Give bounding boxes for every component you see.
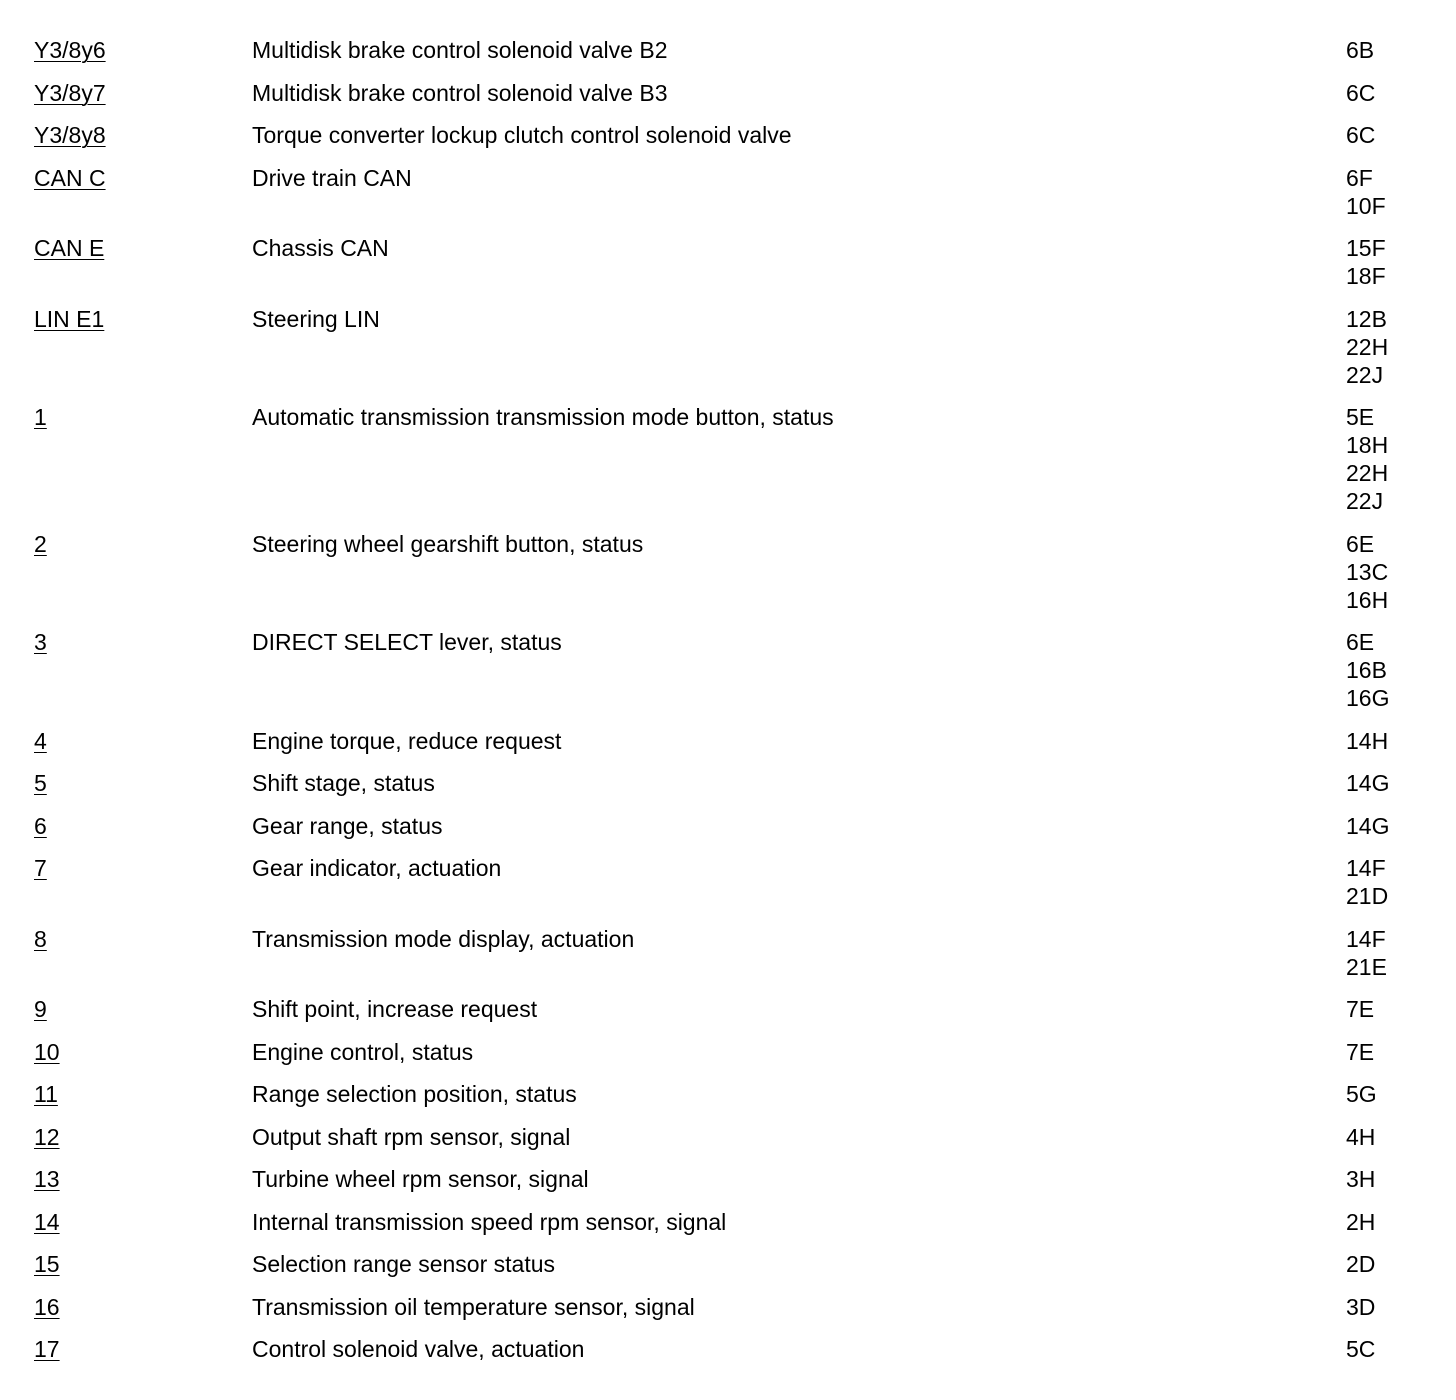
legend-description: Automatic transmission transmission mode button, status [252,404,834,430]
grid-reference: 6F [1346,164,1373,191]
legend-description: Gear indicator, actuation [252,855,502,881]
legend-code-link[interactable]: Y3/8y6 [34,37,106,63]
grid-reference: 18F [1346,263,1386,289]
legend-description: Turbine wheel rpm sensor, signal [252,1166,589,1192]
legend-description: Transmission oil temperature sensor, signal [252,1293,695,1320]
legend-description: Multidisk brake control solenoid valve B2 [252,37,668,63]
legend-description: Steering LIN [252,305,380,332]
grid-reference: 22H [1346,460,1389,486]
grid-reference: 5C [1346,1336,1376,1362]
legend-row [34,305,1434,389]
grid-reference: 2D [1346,1251,1376,1277]
grid-reference: 3D [1346,1293,1376,1320]
legend-row [34,1038,1434,1066]
legend-code-link[interactable]: 7 [34,855,47,881]
legend-grid-references [1346,925,1426,981]
legend-grid-references [1346,727,1426,755]
grid-reference: 7E [1346,1038,1375,1065]
grid-reference: 14G [1346,770,1390,796]
legend-description: Steering wheel gearshift button, status [252,530,644,557]
legend-description: Shift stage, status [252,770,435,796]
grid-reference: 16B [1346,657,1387,683]
legend-row [34,36,1434,64]
legend-code-link[interactable]: 8 [34,925,47,952]
legend-description: Internal transmission speed rpm sensor, signal [252,1208,727,1235]
grid-reference: 14F [1346,855,1386,881]
legend-code-link[interactable]: 1 [34,404,47,430]
legend-code-link[interactable]: 17 [34,1336,60,1362]
grid-reference: 14G [1346,812,1390,839]
legend-row [34,234,1434,290]
legend-grid-references [1346,164,1426,220]
grid-reference: 16H [1346,586,1389,613]
grid-reference: 14F [1346,925,1386,952]
grid-reference: 10F [1346,192,1386,219]
legend-grid-references [1346,530,1426,614]
legend-row [34,1250,1434,1278]
legend-code-link[interactable]: Y3/8y8 [34,122,106,148]
legend-grid-references [1346,995,1426,1023]
legend-row [34,530,1434,614]
legend-code-link[interactable]: 11 [34,1081,58,1107]
legend-row [34,1335,1434,1363]
legend-code-link[interactable]: 16 [34,1293,60,1320]
legend-row [34,121,1434,149]
grid-reference: 13C [1346,558,1389,585]
legend-row [34,812,1434,840]
legend-row [34,854,1434,910]
legend-row [34,995,1434,1023]
grid-reference: 15F [1346,235,1386,261]
grid-reference: 6B [1346,37,1375,63]
grid-reference: 7E [1346,996,1375,1022]
legend-description: Torque converter lockup clutch control solenoid valve [252,122,792,148]
legend-code-link[interactable]: 3 [34,629,47,655]
grid-reference: 5E [1346,404,1375,430]
legend-grid-references [1346,1080,1426,1108]
legend-row [34,164,1434,220]
grid-reference: 6C [1346,79,1376,106]
grid-reference: 2H [1346,1208,1376,1235]
legend-grid-references [1346,1165,1426,1193]
legend-row [34,1080,1434,1108]
legend-description: Gear range, status [252,812,443,839]
legend-grid-references [1346,1293,1426,1321]
legend-code-link[interactable]: CAN C [34,164,106,191]
legend-code-link[interactable]: 12 [34,1123,60,1150]
grid-reference: 16G [1346,685,1390,711]
legend-table [34,36,1434,1378]
grid-reference: 4H [1346,1123,1376,1150]
grid-reference: 14H [1346,727,1389,754]
legend-code-link[interactable]: CAN E [34,235,105,261]
legend-description: Control solenoid valve, actuation [252,1336,585,1362]
legend-description: Engine control, status [252,1038,474,1065]
legend-code-link[interactable]: LIN E1 [34,305,105,332]
legend-code-link[interactable]: 9 [34,996,47,1022]
legend-code-link[interactable]: 15 [34,1251,60,1277]
legend-row [34,1123,1434,1151]
legend-row [34,925,1434,981]
legend-description: Selection range sensor status [252,1251,556,1277]
legend-description: Drive train CAN [252,164,412,191]
legend-row [34,769,1434,797]
legend-code-link[interactable]: 14 [34,1208,60,1235]
legend-code-link[interactable]: 13 [34,1166,60,1192]
grid-reference: 21E [1346,953,1387,980]
legend-description: Engine torque, reduce request [252,727,562,754]
grid-reference: 6C [1346,122,1376,148]
legend-description: Shift point, increase request [252,996,538,1022]
legend-grid-references [1346,403,1426,515]
grid-reference: 12B [1346,305,1387,332]
legend-grid-references [1346,234,1426,290]
grid-reference: 18H [1346,432,1389,458]
legend-row [34,1208,1434,1236]
legend-row [34,1165,1434,1193]
legend-code-link[interactable]: Y3/8y7 [34,79,106,106]
grid-reference: 22J [1346,488,1384,514]
legend-grid-references [1346,1038,1426,1066]
legend-code-link[interactable]: 6 [34,812,47,839]
grid-reference: 5G [1346,1081,1377,1107]
legend-grid-references [1346,812,1426,840]
legend-description: Output shaft rpm sensor, signal [252,1123,571,1150]
legend-description: Range selection position, status [252,1081,577,1107]
legend-grid-references [1346,1123,1426,1151]
legend-code-link[interactable]: 2 [34,530,47,557]
legend-grid-references [1346,1208,1426,1236]
legend-code-link[interactable]: 4 [34,727,47,754]
legend-grid-references [1346,36,1426,64]
legend-grid-references [1346,1250,1426,1278]
legend-grid-references [1346,1335,1426,1363]
legend-description: DIRECT SELECT lever, status [252,629,562,655]
legend-description: Transmission mode display, actuation [252,925,635,952]
grid-reference: 22H [1346,333,1389,360]
legend-description: Chassis CAN [252,235,389,261]
legend-grid-references [1346,79,1426,107]
legend-description: Multidisk brake control solenoid valve B3 [252,79,668,106]
grid-reference: 22J [1346,361,1384,388]
grid-reference: 21D [1346,883,1389,909]
legend-row [34,1293,1434,1321]
grid-reference: 6E [1346,530,1375,557]
legend-grid-references [1346,121,1426,149]
grid-reference: 6E [1346,629,1375,655]
legend-code-link[interactable]: 10 [34,1038,60,1065]
legend-row [34,628,1434,712]
legend-grid-references [1346,305,1426,389]
legend-row [34,403,1434,515]
legend-row [34,79,1434,107]
legend-row [34,727,1434,755]
legend-grid-references [1346,628,1426,712]
legend-grid-references [1346,854,1426,910]
legend-code-link[interactable]: 5 [34,770,47,796]
grid-reference: 3H [1346,1166,1376,1192]
legend-grid-references [1346,769,1426,797]
